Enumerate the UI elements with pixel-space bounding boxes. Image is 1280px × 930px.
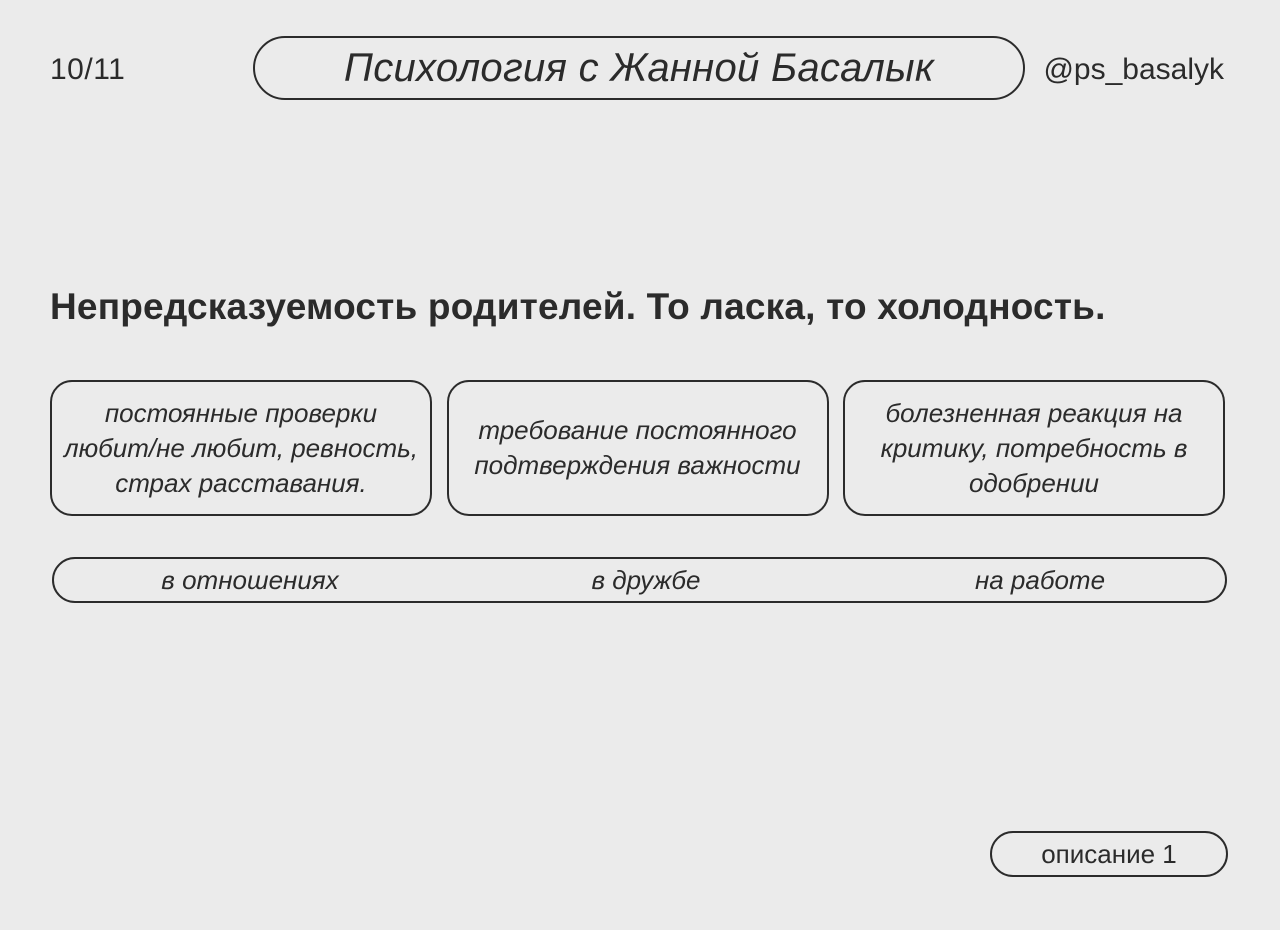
context-label-friendship: в дружбе xyxy=(591,565,701,595)
author-handle: @ps_basalyk xyxy=(1043,53,1224,86)
page-counter: 10/11 xyxy=(50,53,126,86)
card-relationships xyxy=(50,380,432,516)
context-label-relationships: в отношениях xyxy=(161,565,339,595)
description-badge xyxy=(990,831,1228,877)
page-title: Психология с Жанной Басалык xyxy=(343,45,935,90)
card-text: болезненная реакция на критику, потребность в одобрении xyxy=(880,397,1188,498)
context-label-work: на работе xyxy=(974,565,1106,595)
context-labels-pill xyxy=(52,557,1227,603)
title-pill xyxy=(253,36,1025,100)
card-friendship xyxy=(447,380,829,516)
card-text: требование постоянного подтверждения важности xyxy=(474,415,801,480)
card-work xyxy=(843,380,1225,516)
card-text: постоянные проверки любит/не любит, ревность, страх расставания. xyxy=(63,397,419,498)
main-heading: Непредсказуемость родителей. То ласка, то холодность. xyxy=(50,286,1106,327)
description-label: описание 1 xyxy=(1041,838,1177,869)
cards-row xyxy=(50,380,1225,516)
